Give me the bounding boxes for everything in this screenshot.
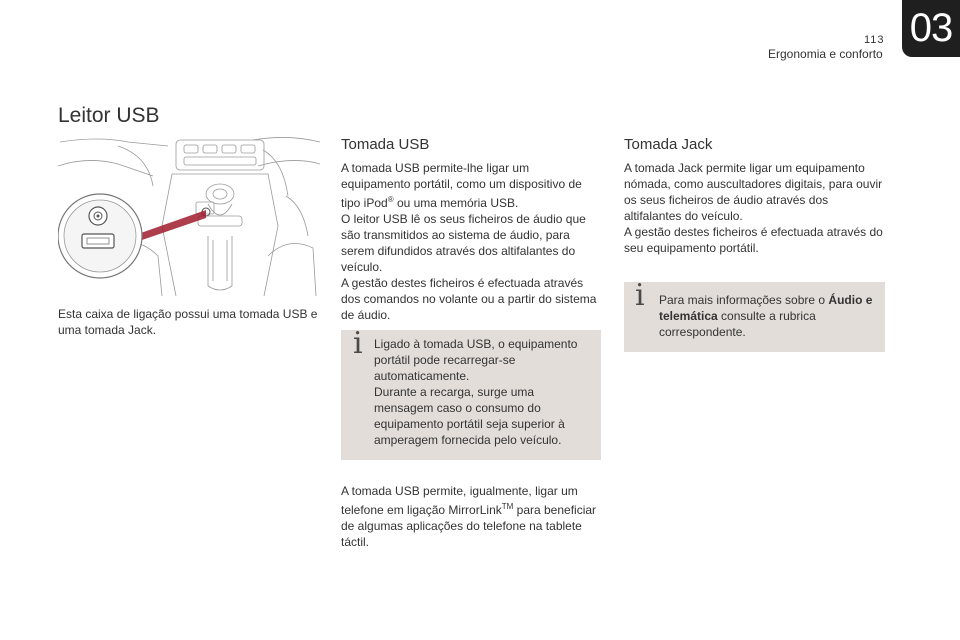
usb-paragraph-2: O leitor USB lê os seus ficheiros de áudio que são transmitidos ao sistema de áudio, para serem difundidos através dos altifalantes do veículo. — [341, 212, 586, 274]
note-consumption-text: Durante a recarga, surge uma mensagem caso o consumo do equipamento portátil seja superior à amperagem fornecida pelo veículo. — [374, 385, 565, 447]
usb-charging-note — [341, 326, 601, 460]
note-reference-text: Para mais informações sobre o Áudio e telemática consulte a rubrica correspondente. — [659, 293, 873, 339]
note-charging-text: Ligado à tomada USB, o equipamento portátil pode recarregar-se automaticamente. — [374, 337, 578, 383]
usb-section-heading: Tomada USB — [341, 136, 430, 153]
info-icon: i — [353, 326, 363, 361]
jack-paragraph-1: A tomada Jack permite ligar um equipamento nómada, como auscultadores digitais, para ouvir os seus ficheiros de áudio através dos altifalantes do veículo. — [624, 161, 883, 223]
jack-section-heading: Tomada Jack — [624, 136, 713, 153]
chapter-title: Ergonomia e conforto — [768, 47, 883, 61]
usb-paragraph-3: A gestão destes ficheiros é efectuada através dos comandos no volante ou a partir do sistema de áudio. — [341, 276, 597, 322]
usb-jack-box-drawing — [58, 136, 320, 298]
console-illustration — [58, 136, 320, 298]
audio-reference-note — [624, 278, 885, 352]
jack-section-text — [624, 160, 886, 256]
usb-section-text — [341, 160, 601, 323]
mirrorlink-paragraph: A tomada USB permite, igualmente, ligar um telefone em ligação MirrorLink™ para beneficiar de algumas aplicações do telefone na tablete táctil. — [341, 484, 597, 549]
page-title: Leitor USB — [58, 104, 160, 127]
info-icon: i — [635, 278, 645, 313]
usb-location-pointer — [138, 210, 206, 240]
chapter-number-badge: 03 — [902, 0, 960, 57]
page-number: 113 — [864, 34, 885, 46]
jack-paragraph-2: A gestão destes ficheiros é efectuada através do seu equipamento portátil. — [624, 225, 883, 255]
usb-paragraph-1: A tomada USB permite-lhe ligar um equipamento portátil, como um dispositivo de tipo iPod® ou uma memória USB. — [341, 161, 582, 210]
illustration-caption: Esta caixa de ligação possui uma tomada USB e uma tomada Jack. — [58, 307, 318, 337]
audio-telematics-reference: Áudio e telemática — [659, 293, 873, 323]
